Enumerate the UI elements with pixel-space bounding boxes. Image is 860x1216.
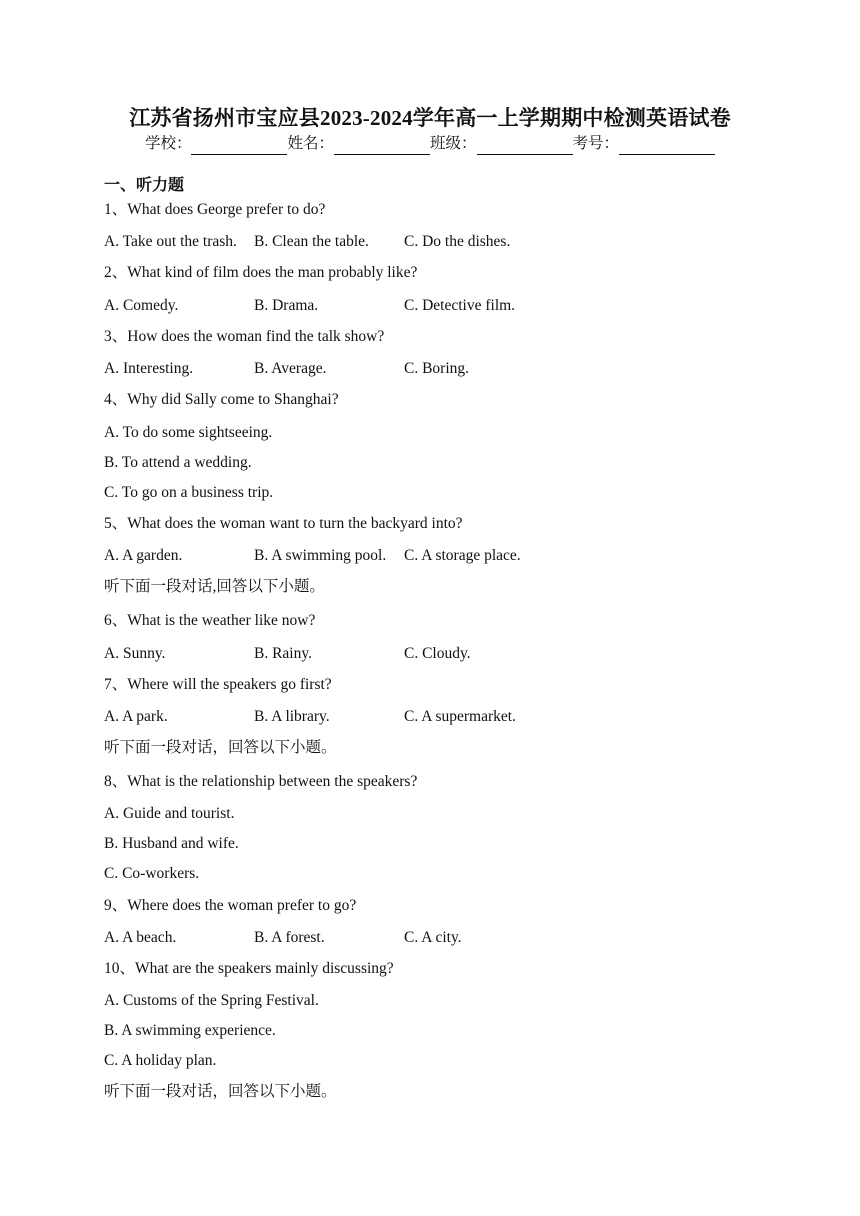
option-c: C. Boring. [404,360,470,377]
question-2-stem: 2、What kind of film does the man probably like? [104,264,418,281]
class-blank [477,138,573,155]
option-c: C. Do the dishes. [404,233,511,250]
option-c: C. A storage place. [404,547,521,564]
option-b: B. Drama. [254,297,319,314]
exam-number-label: 考号： [572,135,620,152]
question-10-stem: 10、What are the speakers mainly discussing? [104,960,394,977]
option-a: A. Sunny. [104,645,166,662]
option-b: B. A library. [254,708,330,725]
question-6-stem: 6、What is the weather like now? [104,612,316,629]
question-4-option-b: B. To attend a wedding. [104,454,252,471]
question-4-option-c: C. To go on a business trip. [104,484,274,501]
exam-number-blank [619,138,715,155]
instruction-text: 听下面一段对话，回答以下小题。 [104,1083,337,1100]
option-a: A. Comedy. [104,297,179,314]
class-field [430,133,573,155]
instruction-text: 听下面一段对话,回答以下小题。 [104,578,325,595]
student-info-row [0,133,860,155]
option-a: A. A park. [104,708,168,725]
option-a: A. A garden. [104,547,183,564]
instruction-text: 听下面一段对话，回答以下小题。 [104,739,337,756]
question-9-stem: 9、Where does the woman prefer to go? [104,897,357,914]
question-4-option-a: A. To do some sightseeing. [104,424,273,441]
option-c: C. Detective film. [404,297,516,314]
school-field [145,133,288,155]
school-blank [191,138,287,155]
question-8-option-b: B. Husband and wife. [104,835,239,852]
option-b: B. A forest. [254,929,325,946]
name-label: 姓名： [287,135,334,152]
question-1-stem: 1、What does George prefer to do? [104,201,326,218]
option-c: C. Cloudy. [404,645,471,662]
option-a: A. Interesting. [104,360,194,377]
option-c: C. A supermarket. [404,708,516,725]
option-c: C. A city. [404,929,462,946]
question-3-stem: 3、How does the woman find the talk show? [104,328,385,345]
exam-number-field [573,133,716,155]
page-title: 江苏省扬州市宝应县2023-2024学年高一上学期期中检测英语试卷 [129,106,731,130]
option-b: B. Clean the table. [254,233,369,250]
question-4-stem: 4、Why did Sally come to Shanghai? [104,391,339,408]
question-8-stem: 8、What is the relationship between the speakers? [104,773,418,790]
option-a: A. A beach. [104,929,177,946]
question-8-option-a: A. Guide and tourist. [104,805,235,822]
question-10-option-b: B. A swimming experience. [104,1022,276,1039]
question-7-stem: 7、Where will the speakers go first? [104,676,332,693]
option-b: B. Average. [254,360,327,377]
section-heading-listening: 一、听力题 [104,177,185,194]
name-field [287,133,430,155]
option-b: B. Rainy. [254,645,312,662]
class-label: 班级： [430,135,477,152]
option-b: B. A swimming pool. [254,547,387,564]
name-blank [334,138,430,155]
question-10-option-c: C. A holiday plan. [104,1052,217,1069]
option-a: A. Take out the trash. [104,233,237,250]
question-10-option-a: A. Customs of the Spring Festival. [104,992,319,1009]
school-label: 学校： [144,135,192,152]
question-5-stem: 5、What does the woman want to turn the backyard into? [104,515,463,532]
question-8-option-c: C. Co-workers. [104,865,200,882]
